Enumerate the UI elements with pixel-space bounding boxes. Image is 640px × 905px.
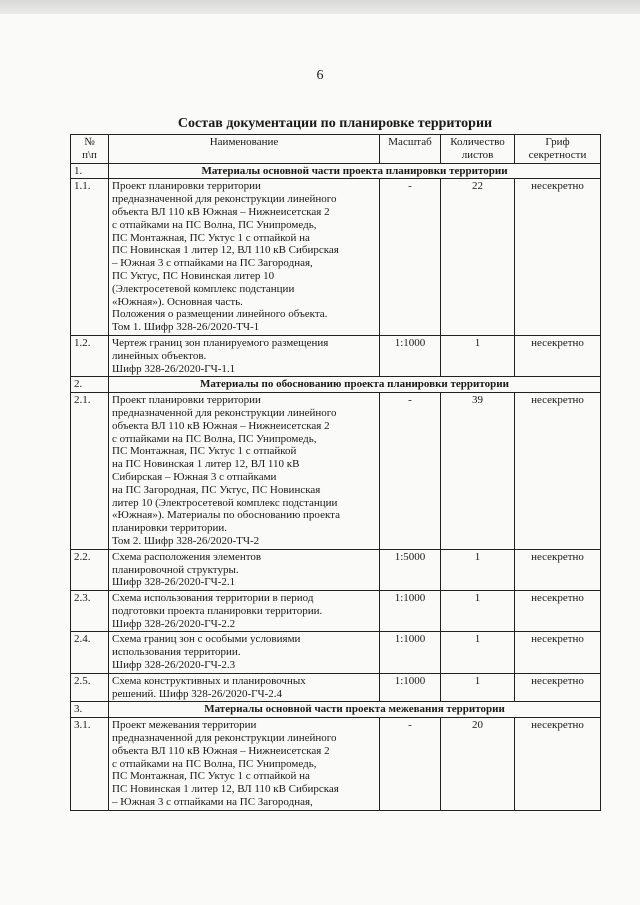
- row-name: Чертеж границ зон планируемого размещения линейных объектов. Шифр 328-26/2020-ГЧ-1.1: [109, 335, 380, 376]
- row-secrecy: несекретно: [515, 335, 601, 376]
- row-scale: 1:1000: [380, 673, 441, 702]
- row-scale: -: [380, 718, 441, 811]
- row-scale: 1:5000: [380, 549, 441, 590]
- header-name: Наименование: [109, 135, 380, 164]
- row-sheets: 1: [441, 673, 515, 702]
- section-title: Материалы по обоснованию проекта планировки территории: [109, 377, 601, 393]
- row-secrecy: несекретно: [515, 632, 601, 673]
- header-secrecy: Гриф секретности: [515, 135, 601, 164]
- section-row: [71, 377, 601, 393]
- table-row: [71, 591, 601, 632]
- document-title: Состав документации по планировке территории: [177, 116, 493, 131]
- row-scale: 1:1000: [380, 591, 441, 632]
- section-title: Материалы основной части проекта межевания территории: [109, 702, 601, 718]
- documentation-table: [70, 134, 601, 811]
- table-row: [71, 179, 601, 336]
- row-num: 1.1.: [71, 179, 109, 336]
- table-row: [71, 673, 601, 702]
- row-secrecy: несекретно: [515, 179, 601, 336]
- row-num: 2.3.: [71, 591, 109, 632]
- row-scale: -: [380, 393, 441, 550]
- table-row: [71, 335, 601, 376]
- table-row: [71, 718, 601, 811]
- section-row: [71, 702, 601, 718]
- row-sheets: 20: [441, 718, 515, 811]
- section-title: Материалы основной части проекта планировки территории: [109, 163, 601, 179]
- row-name: Проект планировки территории предназначенной для реконструкции линейного объекта ВЛ 110 кВ Южная – Нижнеисетская 2 с отпайками на ПС Волна, ПС Унипромедь, ПС Монтажная, ПС Уктус 1 с отпайкой на ПС Новинская 1 литер 12, ВЛ 110 кВ Сибирская – Южная 3 с отпайками на ПС Загородная, ПС Уктус, ПС Новинская литер 10 (Электросетевой комплекс подстанции «Южная»). Материалы по обоснованию проекта планировки территории. Том 2. Шифр 328-26/2020-ТЧ-2: [109, 393, 380, 550]
- row-name: Проект планировки территории предназначенной для реконструкции линейного объекта ВЛ 110 кВ Южная – Нижнеисетская 2 с отпайками на ПС Волна, ПС Унипромедь, ПС Монтажная, ПС Уктус 1 с отпайкой на ПС Новинская 1 литер 12, ВЛ 110 кВ Сибирская – Южная 3 с отпайками на ПС Загородная, ПС Уктус, ПС Новинская литер 10 (Электросетевой комплекс подстанции «Южная»). Основная часть. Положения о размещении линейного объекта. Том 1. Шифр 328-26/2020-ТЧ-1: [109, 179, 380, 336]
- table-row: [71, 632, 601, 673]
- section-num: 3.: [71, 702, 109, 718]
- row-sheets: 1: [441, 632, 515, 673]
- row-secrecy: несекретно: [515, 591, 601, 632]
- row-num: 3.1.: [71, 718, 109, 811]
- row-scale: 1:1000: [380, 335, 441, 376]
- row-scale: 1:1000: [380, 632, 441, 673]
- table-header-row: [71, 135, 601, 164]
- row-name: Схема конструктивных и планировочных решений. Шифр 328-26/2020-ГЧ-2.4: [109, 673, 380, 702]
- row-num: 2.4.: [71, 632, 109, 673]
- row-name: Проект межевания территории предназначенной для реконструкции линейного объекта ВЛ 110 кВ Южная – Нижнеисетская 2 с отпайками на ПС Волна, ПС Унипромедь, ПС Монтажная, ПС Уктус 1 с отпайкой на ПС Новинская 1 литер 12, ВЛ 110 кВ Сибирская – Южная 3 с отпайками на ПС Загородная,: [109, 718, 380, 811]
- row-sheets: 22: [441, 179, 515, 336]
- header-scale: Масштаб: [380, 135, 441, 164]
- page-number: 6: [316, 68, 324, 83]
- row-sheets: 1: [441, 591, 515, 632]
- row-num: 2.5.: [71, 673, 109, 702]
- row-sheets: 1: [441, 549, 515, 590]
- table-row: [71, 393, 601, 550]
- row-sheets: 39: [441, 393, 515, 550]
- section-num: 1.: [71, 163, 109, 179]
- row-num: 2.1.: [71, 393, 109, 550]
- row-scale: -: [380, 179, 441, 336]
- row-secrecy: несекретно: [515, 673, 601, 702]
- section-num: 2.: [71, 377, 109, 393]
- section-row: [71, 163, 601, 179]
- header-sheets: Количество листов: [441, 135, 515, 164]
- header-num: № п\п: [71, 135, 109, 164]
- row-secrecy: несекретно: [515, 393, 601, 550]
- row-secrecy: несекретно: [515, 549, 601, 590]
- row-name: Схема расположения элементов планировочной структуры. Шифр 328-26/2020-ГЧ-2.1: [109, 549, 380, 590]
- row-secrecy: несекретно: [515, 718, 601, 811]
- row-num: 2.2.: [71, 549, 109, 590]
- row-name: Схема границ зон с особыми условиями использования территории. Шифр 328-26/2020-ГЧ-2.3: [109, 632, 380, 673]
- row-sheets: 1: [441, 335, 515, 376]
- row-name: Схема использования территории в период подготовки проекта планировки территории. Шифр 328-26/2020-ГЧ-2.2: [109, 591, 380, 632]
- table-row: [71, 549, 601, 590]
- row-num: 1.2.: [71, 335, 109, 376]
